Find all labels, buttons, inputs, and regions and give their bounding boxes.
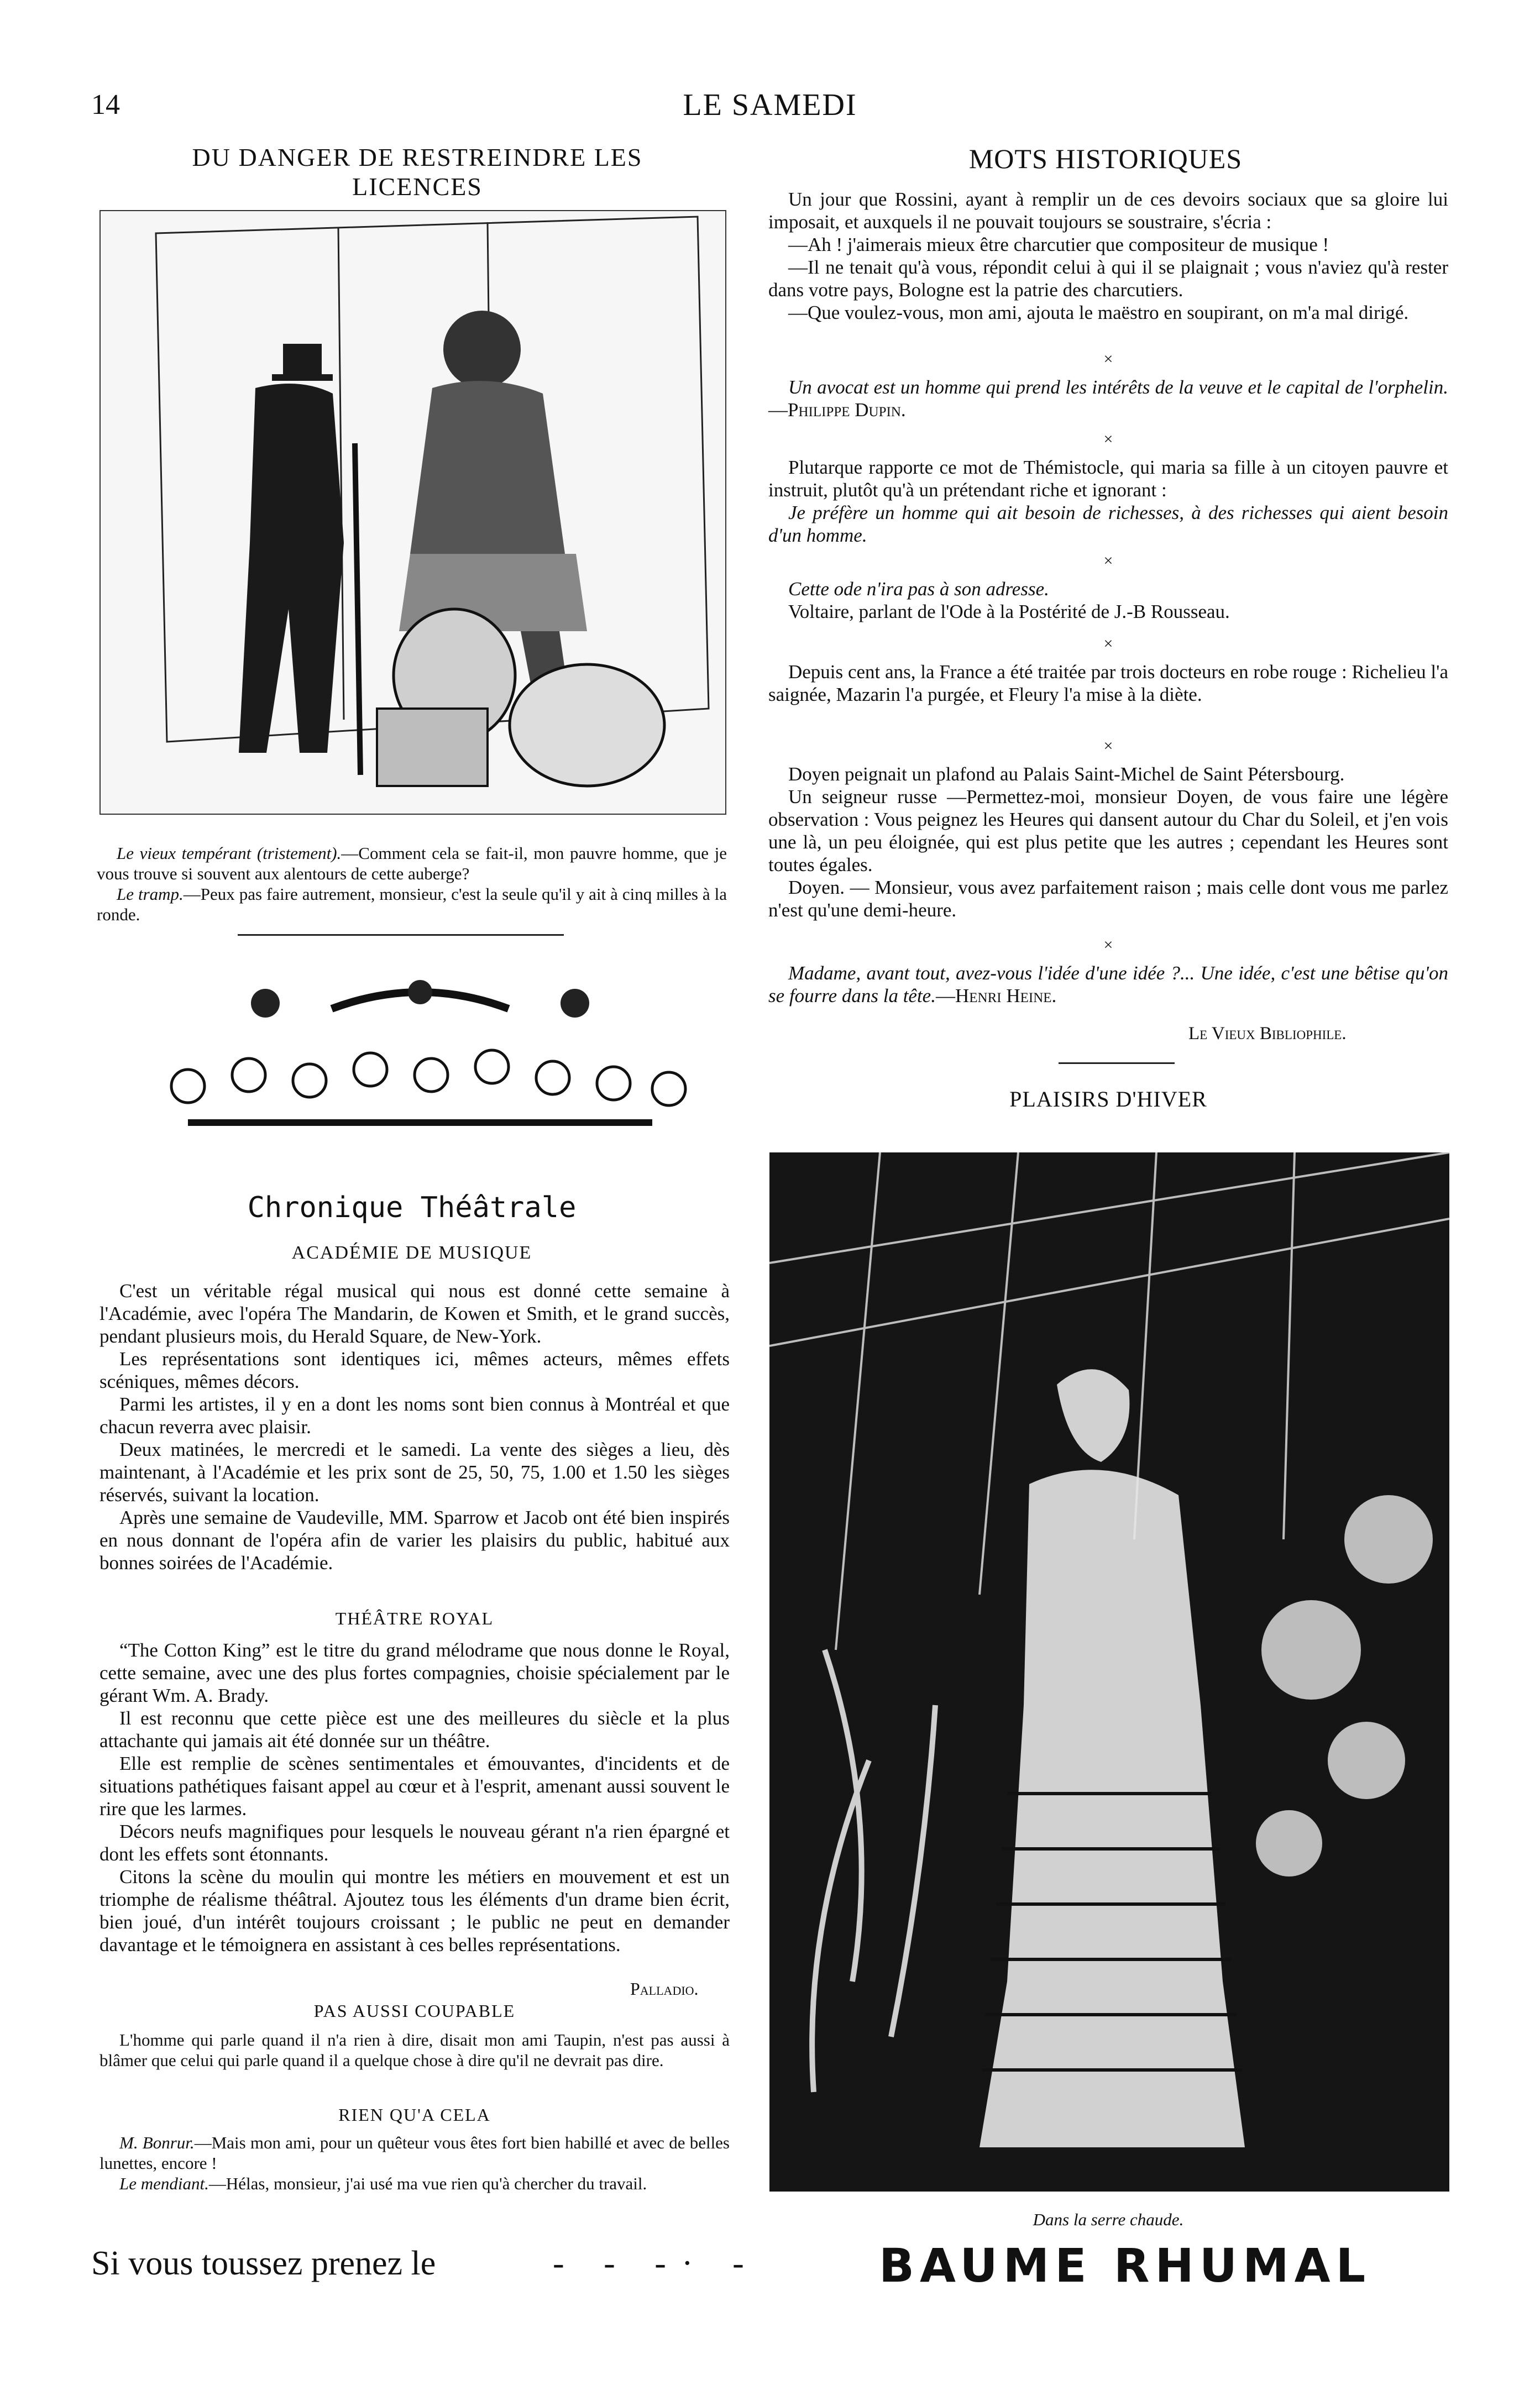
chronique-paragraph: Après une semaine de Vaudeville, MM. Sparrow et Jacob ont été bien inspirés en nous donnant de l'opéra afin de varier les plaisirs du public, habitué aux bonnes soirées de l'Académie. [99, 1507, 730, 1574]
heine-text: Madame, avant tout, avez-vous l'idée d'une idée ?... Une idée, c'est une bêtise qu'on se fourre dans la tête. [768, 962, 1448, 1007]
ode-text: Voltaire, parlant de l'Ode à la Postérité de J.-B Rousseau. [788, 601, 1230, 622]
rossini-line: Un jour que Rossini, ayant à remplir un de ces devoirs sociaux que sa gloire lui imposait, et auxquels il ne pouvait toujours se soustraire, s'écria : [768, 188, 1448, 233]
rossini-line: —Ah ! j'aimerais mieux être charcutier que compositeur de musique ! [788, 234, 1329, 255]
rossini-line: —Que voulez-vous, mon ami, ajouta le maëstro en soupirant, on m'a mal dirigé. [788, 302, 1409, 323]
coupable-text: L'homme qui parle quand il n'a rien à dire, disait mon ami Taupin, n'est pas aussi à blâmer que celui qui parle quand il a quelque chose à dire qu'il ne devrait pas dire. [99, 2030, 730, 2070]
plaisirs-engraving [769, 1152, 1449, 2192]
chronique-paragraph: Les représentations sont identiques ici, mêmes acteurs, mêmes effets scéniques, mêmes décors. [99, 1348, 730, 1392]
ad-left-text: Si vous toussez prenez le [91, 2245, 436, 2282]
heine-quote [768, 962, 1448, 1007]
ornamental-children-engraving [122, 970, 719, 1152]
mots-signature: Le Vieux Bibliophile. [1188, 1024, 1347, 1044]
plaisirs-title: PLAISIRS D'HIVER [1009, 1087, 1207, 1112]
rien-text-2: —Hélas, monsieur, j'ai usé ma vue rien qu'à chercher du travail. [208, 2174, 647, 2193]
caption-speaker-tramp: Le tramp. [117, 884, 184, 904]
heine-author: —Henri Heine. [935, 985, 1057, 1007]
separator: × [1103, 936, 1113, 954]
caption-text-tramp: —Peux pas faire autrement, monsieur, c'est la seule qu'il y ait à cinq milles à la ronde. [97, 884, 727, 924]
avocat-quote [768, 376, 1448, 421]
plutarque-italic-quote: Je préfère un homme qui ait besoin de richesses, à des richesses qui aient besoin d'un homme. [768, 502, 1448, 546]
masthead: LE SAMEDI [683, 88, 857, 122]
rien-title: RIEN QU'A CELA [338, 2105, 491, 2125]
separator: × [1103, 350, 1113, 368]
ad-brand: BAUME RHUMAL [879, 2239, 1371, 2293]
caption-text-temperant: —Comment cela se fait-il, mon pauvre homme, que je vous trouve si souvent aux alentours de cette auberge? [97, 843, 727, 883]
avocat-text: Un avocat est un homme qui prend les intérêts de la veuve et le capital de l'orphelin. [788, 376, 1448, 398]
royal-title: THÉÂTRE ROYAL [335, 1608, 494, 1628]
separator: × [1103, 635, 1113, 653]
chronique-title: Chronique Théâtrale [247, 1191, 577, 1224]
doyen-line: Doyen. — Monsieur, vous avez parfaitement raison ; mais celle dont vous me parlez n'est qu'une demi-heure. [768, 877, 1448, 921]
doyen-line: Doyen peignait un plafond au Palais Saint-Michel de Saint Pétersbourg. [788, 763, 1345, 785]
divider [238, 934, 564, 936]
licences-engraving [99, 210, 726, 815]
separator: × [1103, 552, 1113, 570]
royal-paragraph: “The Cotton King” est le titre du grand mélodrame que nous donne le Royal, cette semaine, avec une des plus fortes compagnies, choisie spécialement par le gérant Wm. A. Brady. [99, 1639, 730, 1706]
mots-title: MOTS HISTORIQUES [968, 143, 1243, 174]
rossini-line: —Il ne tenait qu'à vous, répondit celui à qui il se plaignait ; vous n'aviez qu'à rester dans votre pays, Bologne est la patrie des charcutiers. [768, 256, 1448, 301]
tramp-and-temperant-illustration [101, 211, 725, 814]
royal-signature: Palladio. [630, 1979, 699, 1999]
rien-speaker-1: M. Bonrur. [119, 2133, 195, 2152]
rien-speaker-2: Le mendiant. [119, 2174, 209, 2193]
separator: × [1103, 430, 1113, 448]
coupable-title: PAS AUSSI COUPABLE [313, 2001, 516, 2021]
rien-text-1: —Mais mon ami, pour un quêteur vous êtes fort bien habillé et avec de belles lunettes, encore ! [99, 2133, 730, 2173]
greenhouse-woman-illustration [769, 1152, 1449, 2192]
plutarque-quote [768, 456, 1448, 547]
ad-dots: - - -· - [553, 2245, 759, 2282]
dancing-children-illustration [122, 970, 719, 1152]
royal-paragraph: Décors neufs magnifiques pour lesquels le nouveau gérant n'a rien épargné et dont les effets sont étonnants. [99, 1821, 730, 1865]
academie-subtitle: ACADÉMIE DE MUSIQUE [291, 1243, 532, 1263]
caption-speaker-temperant: Le vieux tempérant (tristement). [117, 843, 342, 863]
plaisirs-caption: Dans la serre chaude. [1033, 2210, 1184, 2229]
chronique-paragraph: C'est un véritable régal musical qui nous est donné cette semaine à l'Académie, avec l'opéra The Mandarin, de Kowen et Smith, et le grand succès, pendant plusieurs mois, du Herald Square, de New-York. [99, 1280, 730, 1347]
rossini-anecdote [768, 188, 1448, 324]
chronique-paragraph: Parmi les artistes, il y en a dont les noms sont bien connus à Montréal et que chacun reverra avec plaisir. [99, 1393, 730, 1438]
france-text: Depuis cent ans, la France a été traitée par trois docteurs en robe rouge : Richelieu l'a saignée, Mazarin l'a purgée, et Fleury l'a mise à la diète. [768, 661, 1448, 705]
separator: × [1103, 737, 1113, 755]
royal-paragraph: Elle est remplie de scènes sentimentales et émouvantes, d'incidents et de situations pathétiques faisant appel au cœur et à l'esprit, amenant aussi souvent le rire que les larmes. [99, 1753, 730, 1820]
plutarque-text: Plutarque rapporte ce mot de Thémistocle, qui maria sa fille à un citoyen pauvre et instruit, plutôt qu'à un prétendant riche et ignorant : [768, 457, 1448, 501]
chronique-body [99, 1280, 730, 1574]
france-quote [768, 661, 1448, 706]
licences-title: DU DANGER DE RESTREINDRE LES LICENCES [192, 143, 643, 201]
licences-caption [97, 843, 727, 925]
coupable-body [99, 2030, 730, 2071]
ode-quote [768, 578, 1448, 623]
rien-body [99, 2132, 730, 2194]
doyen-anecdote [768, 763, 1448, 921]
royal-paragraph: Il est reconnu que cette pièce est une des meilleures du siècle et la plus attachante qui jamais ait été donnée sur un théâtre. [99, 1707, 730, 1752]
avocat-author: —Philippe Dupin. [768, 399, 906, 421]
divider [1059, 1062, 1175, 1064]
royal-body [99, 1639, 730, 1956]
chronique-paragraph: Deux matinées, le mercredi et le samedi. La vente des sièges a lieu, dès maintenant, à l'Académie et les prix sont de 25, 50, 75, 1.00 et 1.50 les sièges réservés, suivant la location. [99, 1439, 730, 1506]
ode-italic: Cette ode n'ira pas à son adresse. [788, 578, 1049, 600]
page-number: 14 [91, 89, 120, 120]
royal-paragraph: Citons la scène du moulin qui montre les métiers en mouvement et est un triomphe de réalisme théâtral. Ajoutez tous les éléments d'un drame bien écrit, bien joué, d'un intérêt toujours croissant ; le public ne peut en demander davantage et le témoignera en assistant à ces belles représentations. [99, 1866, 730, 1956]
doyen-line: Un seigneur russe —Permettez-moi, monsieur Doyen, de vous faire une légère observation : Vous peignez les Heures qui dansent autour du Char du Soleil, et j'en vois une là, un peu éloignée, qui est plus petite que les autres ; cependant les Heures sont toutes égales. [768, 786, 1448, 876]
